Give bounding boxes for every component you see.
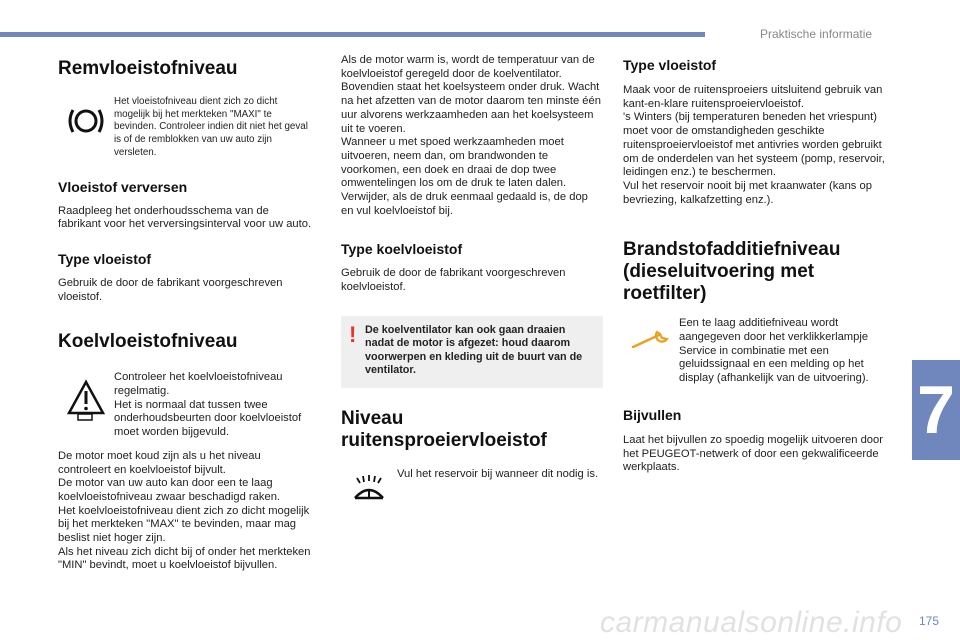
coolant-body-para: Het koelvloeistofniveau dient zich zo dicht mogelijk bij het merkteken "MAX" te bevinden, maar mag beslist niet hoger zijn.	[58, 504, 310, 545]
warm-text-para: Als de motor warm is, wordt de temperatuur van de koelvloeistof geregeld door de koelventilator.	[341, 54, 595, 80]
washer-type-para: Maak voor de ruitensproeiers uitsluitend gebruik van kant-en-klare ruitensproeiervloeistof.	[623, 84, 883, 110]
coolant-note	[58, 371, 313, 440]
header-bar	[0, 32, 705, 37]
washer-type-text	[623, 84, 885, 207]
brake-note-text: Het vloeistofniveau dient zich zo dicht mogelijk bij het merkteken "MAXI" te bevinden. Controleer indien dit niet het geval is of de remblokken van uw auto zijn versleten.	[114, 96, 308, 158]
coolant-type-title: Type koelvloeistof	[341, 241, 463, 258]
brake-warning-icon	[58, 96, 114, 136]
fluid-type-text: Gebruik de door de fabrikant voorgeschreven vloeistof.	[58, 276, 283, 303]
warning-exclamation-icon: !	[349, 321, 357, 347]
coolant-note-1: Controleer het koelvloeistofniveau regelmatig.	[114, 371, 283, 398]
warm-text-para: Wanneer u met spoed werkzaamheden moet uitvoeren, neem dan, om brandwonden te voorkomen, een doek en draai de dop twee omwentelingen los om de druk te laten dalen. Verwijder, als de druk eenmaal gedaald is, de dop en vul koelvloeistof bij.	[341, 136, 588, 217]
washer-note	[341, 466, 603, 504]
service-wrench-icon	[623, 317, 679, 351]
warning-text: De koelventilator kan ook gaan draaien nadat de motor is afgezet: houd daarom voorwerpen en kleding uit de buurt van de ventilator.	[365, 323, 583, 377]
washer-type-para: Vul het reservoir nooit bij met kraanwater (kans op bevriezing, kalkafzetting enz.).	[623, 179, 872, 206]
washer-title: Niveau ruitensproeiervloeistof	[341, 407, 547, 451]
refresh-text: Raadpleeg het onderhoudsschema van de fabrikant voor het verversingsinterval voor uw auto.	[58, 204, 312, 231]
coolant-title: Koelvloeistofniveau	[58, 331, 238, 353]
washer-fluid-icon	[341, 466, 397, 504]
refresh-title: Vloeistof verversen	[58, 178, 188, 195]
coolant-type-text: Gebruik de door de fabrikant voorgeschreven koelvloeistof.	[341, 267, 566, 294]
section-label: Praktische informatie	[760, 27, 873, 41]
additive-note-text: Een te laag additiefniveau wordt aangegeven door het verklikkerlampje Service in combinatie met een geluidssignaal en een melding op het display (afhankelijk van de uitvoering).	[679, 317, 869, 385]
washer-note-text: Vul het reservoir bij wanneer dit nodig is.	[397, 467, 599, 480]
topup-text: Laat het bijvullen zo spoedig mogelijk uitvoeren door het PEUGEOT-netwerk of door een gekwalificeerde werkplaats.	[623, 433, 883, 474]
washer-type-title: Type vloeistof	[623, 57, 717, 73]
washer-type-para: 's Winters (bij temperaturen beneden het vriespunt) moet voor de omstandigheden geschikte ruitensproeiervloeistof met antivries worden gebruikt om de onderdelen van het systeem (pomp, reservoir, leidingen enz.) te beschermen.	[623, 111, 885, 179]
brake-fluid-title: Remvloeistofniveau	[58, 58, 238, 79]
column-middle	[341, 54, 603, 504]
coolant-body	[58, 450, 313, 573]
additive-title: Brandstofadditiefniveau (dieseluitvoering met roetfilter)	[623, 239, 841, 305]
column-left	[58, 50, 313, 573]
topup-title: Bijvullen	[623, 406, 682, 423]
coolant-body-para: De motor moet koud zijn als u het niveau controleert en koelvloeistof bijvult.	[58, 449, 261, 476]
coolant-body-para: Als het niveau zich dicht bij of onder het merkteken "MIN" bevindt, moet u koelvloeistof bijvullen.	[58, 545, 311, 572]
coolant-body-para: De motor van uw auto kan door een te laag koelvloeistofniveau zwaar beschadigd raken.	[58, 477, 281, 503]
brake-note	[58, 96, 313, 160]
column-right	[623, 56, 885, 475]
chapter-tab: 7	[912, 360, 960, 460]
coolant-note-2: Het is normaal dat tussen twee onderhoudsbeurten door koelvloeistof moet worden bijgevuld.	[114, 398, 302, 439]
page-number: 175	[919, 614, 940, 628]
additive-note	[623, 317, 885, 386]
watermark: carmanualsonline.info	[600, 606, 903, 639]
warning-box	[341, 316, 603, 388]
warm-text-para: Bovendien staat het koelsysteem onder druk. Wacht na het afzetten van de motor daarom ten minste één uur alvorens werkzaamheden aan het koelsysteem uit te voeren.	[341, 81, 601, 135]
coolant-warning-icon	[58, 371, 114, 421]
fluid-type-title: Type vloeistof	[58, 250, 152, 267]
